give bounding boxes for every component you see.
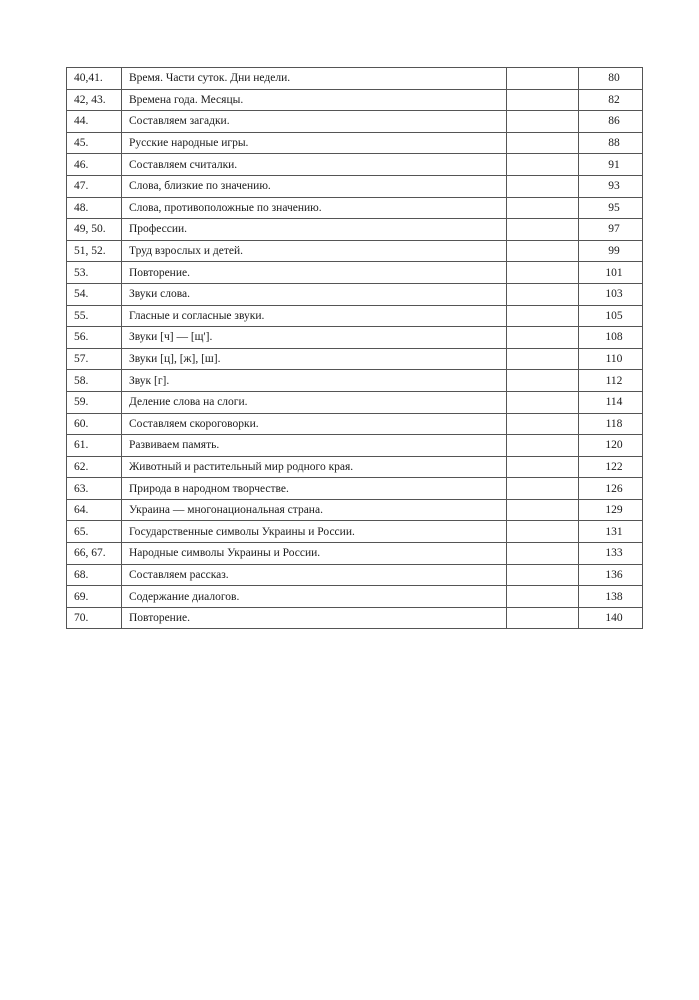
lesson-title-cell: Деление слова на слоги.: [122, 391, 507, 413]
table-row: [67, 68, 643, 90]
lesson-title-cell: Составляем считалки.: [122, 154, 507, 176]
lesson-title-cell: Украина — многонациональная страна.: [122, 499, 507, 521]
lesson-title-cell: Составляем рассказ.: [122, 564, 507, 586]
page-number-cell: 105: [579, 305, 643, 327]
table-row: [67, 499, 643, 521]
lesson-number-cell: 64.: [67, 499, 122, 521]
lesson-number-cell: 61.: [67, 435, 122, 457]
lesson-title-cell: Содержание диалогов.: [122, 586, 507, 608]
lesson-number-cell: 42, 43.: [67, 89, 122, 111]
lesson-title-cell: Повторение.: [122, 262, 507, 284]
table-row: [67, 478, 643, 500]
page-number-cell: 93: [579, 175, 643, 197]
page-number-cell: 97: [579, 219, 643, 241]
lesson-number-cell: 58.: [67, 370, 122, 392]
table-row: [67, 521, 643, 543]
page-number-cell: 133: [579, 543, 643, 565]
lesson-title-cell: Народные символы Украины и России.: [122, 543, 507, 565]
page-number-cell: 108: [579, 327, 643, 349]
blank-cell: [507, 348, 579, 370]
page-number-cell: 126: [579, 478, 643, 500]
lesson-number-cell: 44.: [67, 111, 122, 133]
table-row: [67, 348, 643, 370]
lesson-title-cell: Развиваем память.: [122, 435, 507, 457]
lesson-number-cell: 59.: [67, 391, 122, 413]
blank-cell: [507, 607, 579, 629]
blank-cell: [507, 283, 579, 305]
lesson-number-cell: 56.: [67, 327, 122, 349]
lesson-title-cell: Животный и растительный мир родного края.: [122, 456, 507, 478]
lesson-number-cell: 46.: [67, 154, 122, 176]
blank-cell: [507, 327, 579, 349]
lesson-title-cell: Государственные символы Украины и России.: [122, 521, 507, 543]
blank-cell: [507, 370, 579, 392]
page-number-cell: 86: [579, 111, 643, 133]
lesson-number-cell: 63.: [67, 478, 122, 500]
lesson-number-cell: 55.: [67, 305, 122, 327]
contents-table-body: [67, 68, 643, 629]
table-row: [67, 543, 643, 565]
table-row: [67, 435, 643, 457]
lesson-number-cell: 49, 50.: [67, 219, 122, 241]
table-row: [67, 327, 643, 349]
lesson-number-cell: 68.: [67, 564, 122, 586]
contents-table: [66, 67, 643, 629]
blank-cell: [507, 197, 579, 219]
table-row: [67, 283, 643, 305]
table-row: [67, 391, 643, 413]
blank-cell: [507, 240, 579, 262]
lesson-number-cell: 51, 52.: [67, 240, 122, 262]
page-number-cell: 103: [579, 283, 643, 305]
blank-cell: [507, 175, 579, 197]
blank-cell: [507, 219, 579, 241]
lesson-title-cell: Звуки [ц], [ж], [ш].: [122, 348, 507, 370]
page-number-cell: 122: [579, 456, 643, 478]
blank-cell: [507, 111, 579, 133]
table-row: [67, 413, 643, 435]
lesson-title-cell: Слова, противоположные по значению.: [122, 197, 507, 219]
blank-cell: [507, 132, 579, 154]
table-row: [67, 132, 643, 154]
page-number-cell: 129: [579, 499, 643, 521]
page-number-cell: 91: [579, 154, 643, 176]
page-number-cell: 88: [579, 132, 643, 154]
blank-cell: [507, 154, 579, 176]
blank-cell: [507, 391, 579, 413]
lesson-number-cell: 66, 67.: [67, 543, 122, 565]
page-number-cell: 95: [579, 197, 643, 219]
blank-cell: [507, 521, 579, 543]
lesson-number-cell: 45.: [67, 132, 122, 154]
table-row: [67, 154, 643, 176]
table-row: [67, 607, 643, 629]
blank-cell: [507, 435, 579, 457]
page-number-cell: 80: [579, 68, 643, 90]
lesson-number-cell: 57.: [67, 348, 122, 370]
table-row: [67, 456, 643, 478]
blank-cell: [507, 89, 579, 111]
lesson-title-cell: Звуки слова.: [122, 283, 507, 305]
table-row: [67, 111, 643, 133]
lesson-title-cell: Повторение.: [122, 607, 507, 629]
lesson-number-cell: 60.: [67, 413, 122, 435]
page-number-cell: 82: [579, 89, 643, 111]
lesson-title-cell: Составляем скороговорки.: [122, 413, 507, 435]
lesson-title-cell: Русские народные игры.: [122, 132, 507, 154]
lesson-title-cell: Гласные и согласные звуки.: [122, 305, 507, 327]
blank-cell: [507, 413, 579, 435]
lesson-title-cell: Время. Части суток. Дни недели.: [122, 68, 507, 90]
page-number-cell: 114: [579, 391, 643, 413]
blank-cell: [507, 586, 579, 608]
page-number-cell: 101: [579, 262, 643, 284]
lesson-title-cell: Профессии.: [122, 219, 507, 241]
lesson-title-cell: Составляем загадки.: [122, 111, 507, 133]
table-row: [67, 586, 643, 608]
table-row: [67, 240, 643, 262]
page-number-cell: 140: [579, 607, 643, 629]
lesson-title-cell: Времена года. Месяцы.: [122, 89, 507, 111]
lesson-number-cell: 65.: [67, 521, 122, 543]
table-row: [67, 305, 643, 327]
table-row: [67, 197, 643, 219]
lesson-number-cell: 62.: [67, 456, 122, 478]
blank-cell: [507, 499, 579, 521]
lesson-title-cell: Природа в народном творчестве.: [122, 478, 507, 500]
table-row: [67, 262, 643, 284]
lesson-number-cell: 47.: [67, 175, 122, 197]
lesson-title-cell: Звук [г].: [122, 370, 507, 392]
lesson-number-cell: 48.: [67, 197, 122, 219]
page-number-cell: 131: [579, 521, 643, 543]
table-row: [67, 219, 643, 241]
page-number-cell: 110: [579, 348, 643, 370]
page-number-cell: 99: [579, 240, 643, 262]
page-number-cell: 112: [579, 370, 643, 392]
lesson-title-cell: Звуки [ч] — [щ'].: [122, 327, 507, 349]
blank-cell: [507, 478, 579, 500]
lesson-title-cell: Труд взрослых и детей.: [122, 240, 507, 262]
page-number-cell: 118: [579, 413, 643, 435]
table-row: [67, 564, 643, 586]
blank-cell: [507, 262, 579, 284]
lesson-number-cell: 53.: [67, 262, 122, 284]
blank-cell: [507, 543, 579, 565]
table-row: [67, 89, 643, 111]
page-number-cell: 120: [579, 435, 643, 457]
lesson-number-cell: 40,41.: [67, 68, 122, 90]
table-row: [67, 175, 643, 197]
page-number-cell: 136: [579, 564, 643, 586]
lesson-number-cell: 54.: [67, 283, 122, 305]
lesson-title-cell: Слова, близкие по значению.: [122, 175, 507, 197]
blank-cell: [507, 456, 579, 478]
blank-cell: [507, 305, 579, 327]
table-row: [67, 370, 643, 392]
lesson-number-cell: 70.: [67, 607, 122, 629]
page-number-cell: 138: [579, 586, 643, 608]
blank-cell: [507, 68, 579, 90]
lesson-number-cell: 69.: [67, 586, 122, 608]
blank-cell: [507, 564, 579, 586]
